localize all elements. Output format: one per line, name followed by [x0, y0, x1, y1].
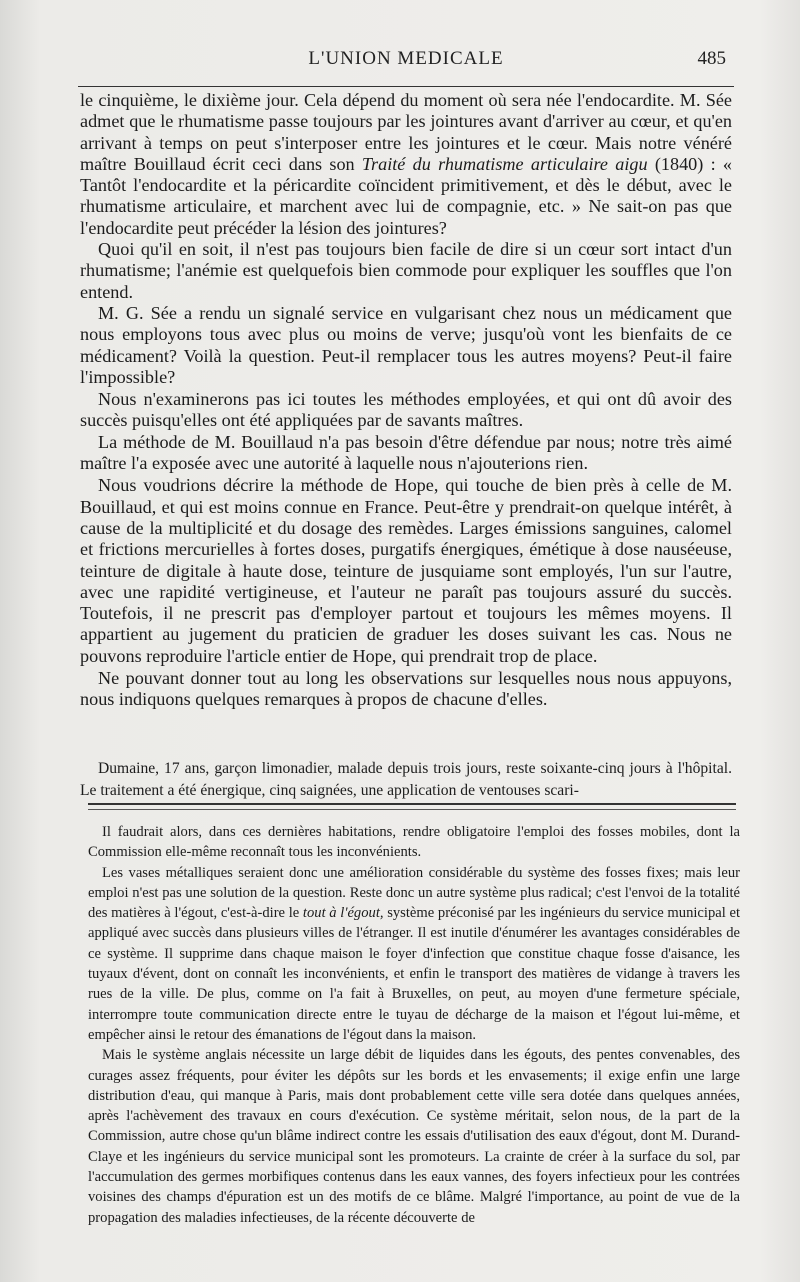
text-run: le cinquième, le dixième jour. Cela dépend du moment où sera née l'endocardite. M. Sée admet que le rhumatisme passe toujours par les jointures avant d'arriver au cœur, et qu'en arrivant à temps on peut s'interposer entre les jointures et le cœur. Mais notre vénéré maître Bouillaud écrit ceci dans son: [80, 90, 732, 174]
paragraph: Nous n'examinerons pas ici toutes les méthodes employées, et qui ont dû avoir des succès puisqu'elles ont été appliquées par de savants maîtres.: [80, 389, 732, 431]
paragraph: La méthode de M. Bouillaud n'a pas besoin d'être défendue par nous; notre très aimé maître l'a exposée avec une autorité à laquelle nous n'ajouterions rien.: [80, 431, 732, 474]
header-rule: [78, 86, 734, 87]
footnote-rule: [88, 803, 736, 810]
paragraph: Mais le système anglais nécessite un large débit de liquides dans les égouts, des pentes convenables, des curages assez fréquents, pour éviter les dépôts sur les bords et les envasements; il exige enfin une large distribution d'eau, qui manque à Paris, mais dont probablement cette ville sera dotée dans quelques années, après l'achèvement des travaux en cours d'exécution. Ce système méritait, selon nous, de la part de la Commission, autre chose qu'un blâme indirect contre les essais d'utilisation des eaux d'égout, dont M. Durand-Claye et les ingénieurs du service municipal sont les promoteurs. La crainte de créer à la surface du sol, par l'accumulation des germes morbifiques contenus dans les eaux vannes, des foyers infectieux pour les contrées voisines des champs d'épuration est un des motifs de ce blâme. Malgré l'importance, au point de vue de la propagation des maladies infectieuses, de la récente découverte de: [88, 1047, 740, 1226]
emphasis: tout à l'égout,: [302, 905, 384, 922]
main-text: [80, 90, 732, 711]
page-number: 485: [697, 48, 726, 69]
text-run: (1840) : « Tantôt l'endocardite et la péricardite coïncident primitivement, et dès le début, avec le rhumatisme articulaire, et marchent avec lui de compagnie, etc. » Ne sait-on pas que l'endocardite peut précéder la lésion des jointures?: [80, 153, 732, 238]
text-run: Les vases métalliques seraient donc une amélioration considérable du système des fosses fixes; mais leur emploi n'est pas une solution de la question. Reste donc un autre système plus radical; c'est l'envoi de la totalité des matières à l'égout, c'est-à-dire le: [88, 864, 740, 922]
text-run: système préconisé par les ingénieurs du service municipal et appliqué avec succès dans plusieurs villes de l'étranger. Il est inutile d'énumérer les avantages considérables de ce système. Il supprime dans chaque maison le foyer d'infection que constitue chaque fosse d'aisance, les tuyaux d'évent, dont on connaît les inconvénients, et enfin le transport des matières de vidange à travers les rues de la ville. De plus, comme on l'a fait à Bruxelles, on peut, au moyen d'une fermeture spéciale, interrompre toute communication directe entre le tuyau de décharge de la maison et l'égout lui-même, et empêcher ainsi le retour des émanations de l'égout dans la maison.: [88, 905, 741, 1043]
paragraph: Ne pouvant donner tout au long les observations sur lesquelles nous nous appuyons, nous indiquons quelques remarques à propos de chacune d'elles.: [80, 668, 732, 710]
paragraph: M. G. Sée a rendu un signalé service en vulgarisant chez nous un médicament que nous employons tous avec plus ou moins de verve; jusqu'où vont les bienfaits de ce médicament? Voilà la question. Peut-il remplacer tous les autres moyens? Peut-il faire l'impossible?: [80, 302, 732, 387]
paragraph: Quoi qu'il en soit, il n'est pas toujours bien facile de dire si un cœur sort intact d'un rhumatisme; l'anémie est quelquefois bien commode pour expliquer les souffles que l'on entend.: [80, 239, 732, 302]
paragraph: Il faudrait alors, dans ces dernières habitations, rendre obligatoire l'emploi des fosses mobiles, dont la Commission elle-même reconnaît tous les inconvénients.: [88, 824, 740, 861]
page-header: [78, 48, 734, 74]
running-title: L'UNION MEDICALE: [308, 48, 504, 69]
case-observation: [80, 758, 732, 801]
paragraph-continuation: [80, 90, 732, 239]
paragraph: Dumaine, 17 ans, garçon limonadier, malade depuis trois jours, reste soixante-cinq jours à l'hôpital. Le traitement a été énergique, cinq saignées, une application de ventouses scari-: [80, 760, 732, 799]
book-title: Traité du rhumatisme articulaire aigu: [361, 153, 648, 174]
paragraph: Nous voudrions décrire la méthode de Hope, qui touche de bien près à celle de M. Bouillaud, et qui est moins connue en France. Peut-être y prendrait-on quelque intérêt, à cause de la multiplicité et du dosage des remèdes. Larges émissions sanguines, calomel et frictions mercurielles à fortes doses, purgatifs énergiques, émétique à dose nauséeuse, teinture de digitale à haute dose, teinture de jusquiame sont employés, l'un sur l'autre, avec une rapidité vertigineuse, et l'auteur ne paraît pas toujours assuré du succès. Toutefois, il ne prescrit pas d'employer partout et toujours les mêmes moyens. Il appartient au jugement du praticien de graduer les doses suivant les cas. Nous ne pouvons reproduire l'article entier de Hope, qui prendrait trop de place.: [80, 475, 732, 666]
paragraph: [88, 863, 740, 1046]
footnote-text: [88, 822, 740, 1228]
